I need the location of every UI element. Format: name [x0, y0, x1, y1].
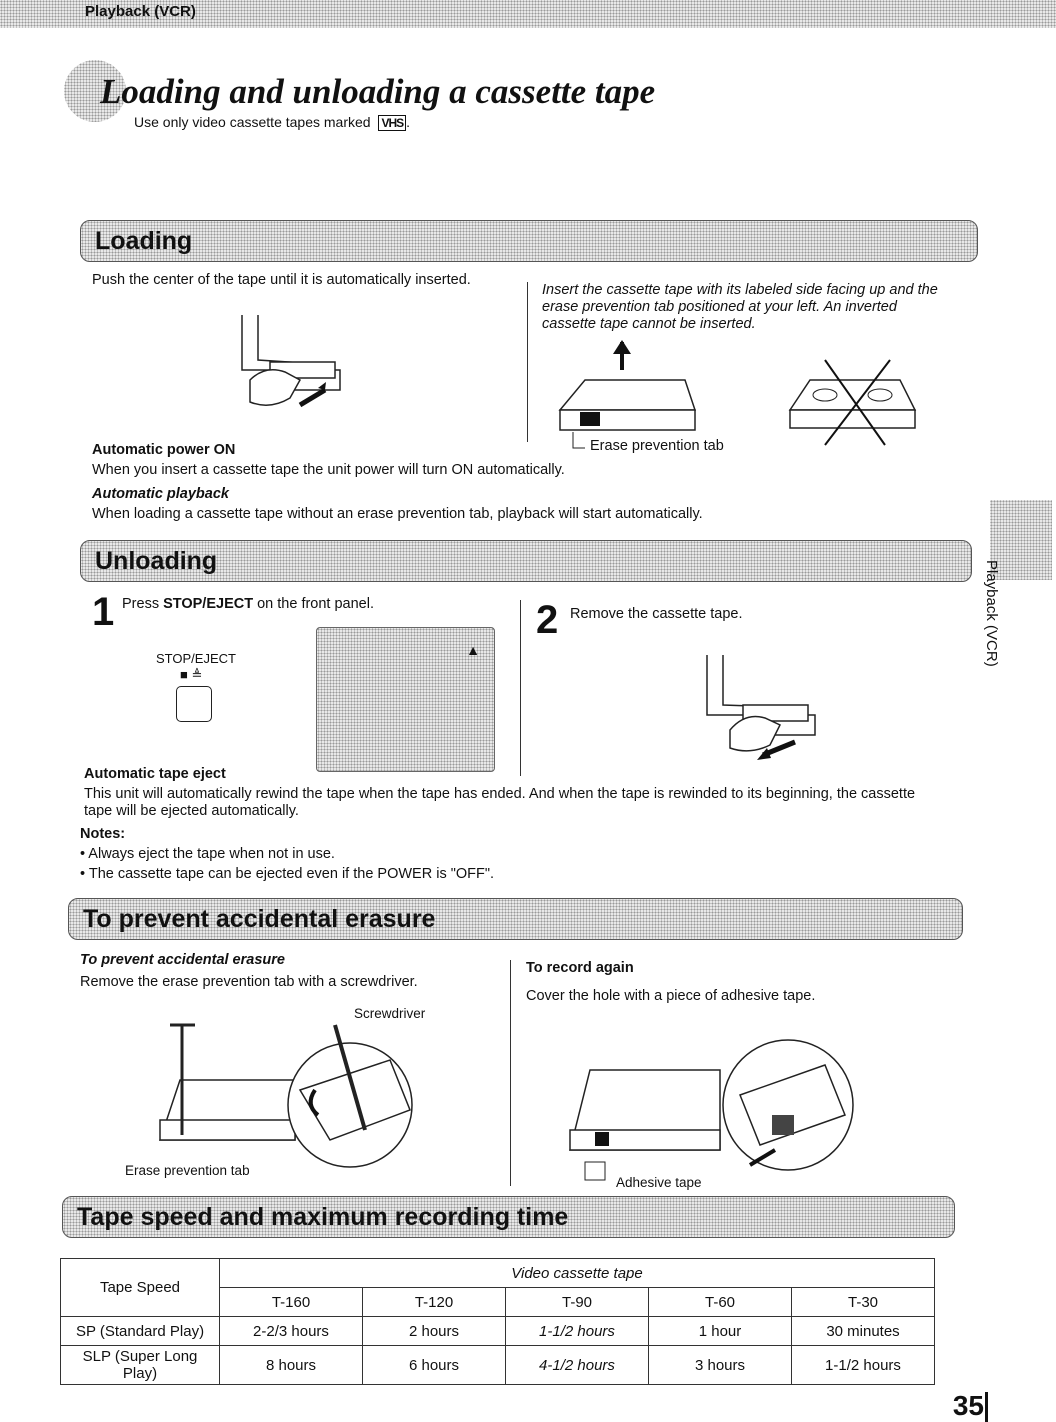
- column-header: T-160: [220, 1288, 363, 1317]
- stop-eject-button: [176, 686, 212, 722]
- auto-power-title: Automatic power ON: [92, 442, 236, 458]
- table-cell: 1-1/2 hours: [792, 1346, 935, 1385]
- table-cell: 1-1/2 hours: [506, 1317, 649, 1346]
- stop-eject-label: STOP/EJECT: [156, 651, 236, 666]
- erasure-divider: [510, 960, 511, 1186]
- auto-play-text: When loading a cassette tape without an erase prevention tab, playback will start automatically.: [92, 506, 703, 522]
- auto-play-title: Automatic playback: [92, 486, 229, 502]
- row-label: SP (Standard Play): [61, 1317, 220, 1346]
- screwdriver-label: Screwdriver: [354, 1006, 426, 1021]
- table-row: [61, 1346, 935, 1385]
- adhesive-tape-illustration: [560, 1020, 860, 1185]
- header-bar: [0, 0, 1056, 28]
- unloading-illustration: [695, 650, 825, 765]
- table-row: [61, 1317, 935, 1346]
- tape-speed-table: [60, 1258, 935, 1385]
- table-cell: 6 hours: [363, 1346, 506, 1385]
- loading-illustration: [230, 310, 350, 420]
- column-header: T-120: [363, 1288, 506, 1317]
- section-header-loading: [80, 220, 978, 262]
- side-tab-label: Playback (VCR): [983, 560, 1000, 667]
- section-title-tape-speed: Tape speed and maximum recording time: [77, 1203, 569, 1231]
- erasure-screwdriver-illustration: [150, 1020, 440, 1175]
- loading-divider: [527, 282, 528, 442]
- unloading-divider: [520, 600, 521, 776]
- vhs-logo: VHS: [378, 115, 406, 131]
- section-title-unloading: Unloading: [95, 547, 218, 575]
- adhesive-tape-label: Adhesive tape: [616, 1175, 702, 1190]
- table-cell: 4-1/2 hours: [506, 1346, 649, 1385]
- column-header: T-60: [649, 1288, 792, 1317]
- step-1-number: 1: [92, 590, 115, 634]
- section-title-erasure: To prevent accidental erasure: [83, 905, 436, 933]
- erasure-left-title: To prevent accidental erasure: [80, 952, 285, 968]
- table-cell: 3 hours: [649, 1346, 792, 1385]
- step-1-text-post: on the front panel.: [253, 596, 374, 612]
- header-section-label: Playback (VCR): [85, 3, 196, 20]
- erasure-left-text: Remove the erase prevention tab with a screwdriver.: [80, 974, 418, 990]
- step-1-text: [122, 596, 374, 613]
- loading-left-text: Push the center of the tape until it is automatically inserted.: [92, 272, 471, 288]
- note-item-2: • The cassette tape can be ejected even if the POWER is "OFF".: [80, 866, 495, 882]
- step-2-text: Remove the cassette tape.: [570, 606, 743, 622]
- table-cell: 2 hours: [363, 1317, 506, 1346]
- page-number: 35: [952, 1390, 984, 1421]
- note-item-1: • Always eject the tape when not in use.: [80, 846, 335, 862]
- front-panel-illustration: [316, 627, 495, 772]
- section-title-loading: Loading: [95, 227, 193, 255]
- erasure-right-text: Cover the hole with a piece of adhesive tape.: [526, 988, 816, 1004]
- notes-title: Notes:: [80, 826, 126, 842]
- erasure-right-title: To record again: [526, 960, 634, 976]
- table-corner-cell: Tape Speed: [61, 1259, 220, 1317]
- vhs-note: [134, 114, 410, 131]
- auto-power-text: When you insert a cassette tape the unit power will turn ON automatically.: [92, 462, 565, 478]
- loading-erase-tab-label: Erase prevention tab: [590, 438, 724, 454]
- step-1-text-bold: STOP/EJECT: [163, 596, 254, 612]
- section-header-unloading: [80, 540, 972, 582]
- auto-eject-text: This unit will automatically rewind the tape when the tape has ended. And when the tape is rewinded to its beginning, the cassette tape will be ejected automatically.: [84, 786, 916, 819]
- eject-icon: ▲: [466, 642, 480, 658]
- page-number-bar: [985, 1392, 988, 1422]
- section-header-tape-speed: [62, 1196, 955, 1238]
- vhs-note-text: Use only video cassette tapes marked: [134, 114, 371, 130]
- stop-eject-symbols: ■ ≜: [180, 667, 203, 682]
- cassette-orientation-illustration: [555, 340, 955, 450]
- table-cell: 30 minutes: [792, 1317, 935, 1346]
- page-title: Loading and unloading a cassette tape: [100, 72, 656, 111]
- table-cell: 1 hour: [649, 1317, 792, 1346]
- erasure-erase-tab-label: Erase prevention tab: [125, 1163, 250, 1178]
- step-2-number: 2: [536, 598, 559, 642]
- auto-eject-title: Automatic tape eject: [84, 766, 226, 782]
- column-header: T-90: [506, 1288, 649, 1317]
- vhs-note-suffix: .: [406, 114, 411, 130]
- table-group-header: Video cassette tape: [220, 1259, 935, 1288]
- section-header-erasure: [68, 898, 963, 940]
- column-header: T-30: [792, 1288, 935, 1317]
- table-row: [61, 1259, 935, 1288]
- step-1-text-pre: Press: [122, 596, 164, 612]
- loading-right-text: Insert the cassette tape with its labeled side facing up and the erase prevention tab positioned at your left. An inverted cassette tape cannot be inserted.: [542, 282, 938, 332]
- table-cell: 8 hours: [220, 1346, 363, 1385]
- row-label: SLP (Super Long Play): [61, 1346, 220, 1385]
- table-cell: 2-2/3 hours: [220, 1317, 363, 1346]
